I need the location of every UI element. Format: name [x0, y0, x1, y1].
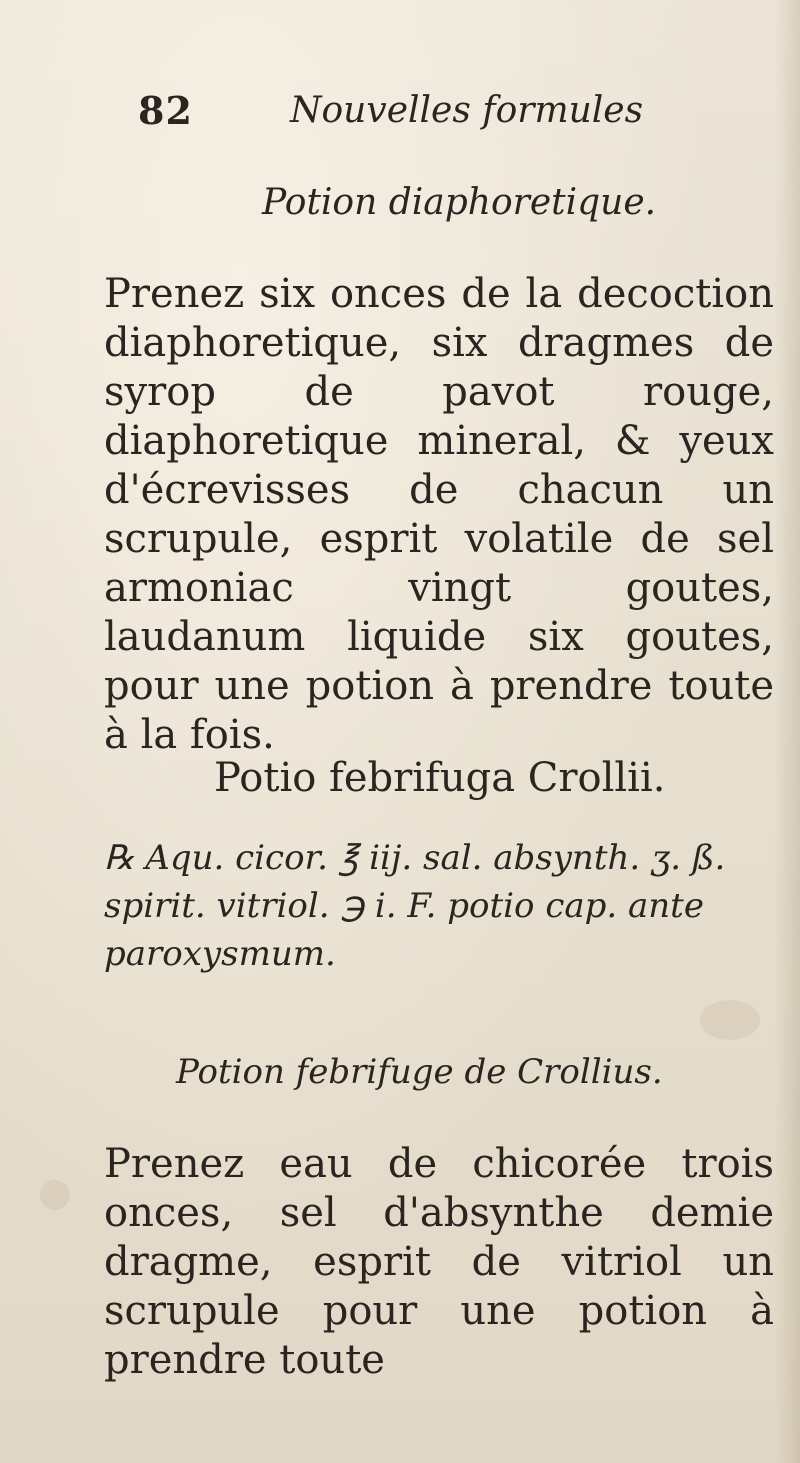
section-title-potio-febrifuga: Potio febrifuga Crollii. [214, 755, 666, 801]
running-head: Nouvelles formules [290, 90, 644, 131]
page-number: 82 [138, 88, 193, 133]
section-body-potion-febrifuge: Prenez eau de chicorée trois onces, sel d'absynthe demie dragme, esprit de vitriol un scrupule pour une potion à prendre toute [104, 1141, 774, 1383]
foxing-stain [40, 1180, 70, 1210]
section-title-potion-febrifuge: Potion febrifuge de Crollius. [176, 1052, 663, 1092]
page-header [0, 88, 800, 148]
foxing-stain [700, 1000, 760, 1040]
section-body-potion-diaphoretique: Prenez six onces de la decoction diaphoretique, six dragmes de syrop de pavot rouge, diaphoretique mineral, & yeux d'écrevisses de chacun un scrupule, esprit volatile de sel armoniac vingt goutes, laudanum liquide six goutes, pour une potion à prendre toute à la fois. [104, 271, 774, 758]
page-edge-shadow [774, 0, 800, 1463]
latin-recipe: ℞ Aqu. cicor. ℥ iij. sal. absynth. ʒ. ß. spirit. vitriol. ℈ i. F. potio cap. ante paroxysmum. [104, 838, 726, 974]
section-title-potion-diaphoretique: Potion diaphoretique. [262, 182, 657, 223]
